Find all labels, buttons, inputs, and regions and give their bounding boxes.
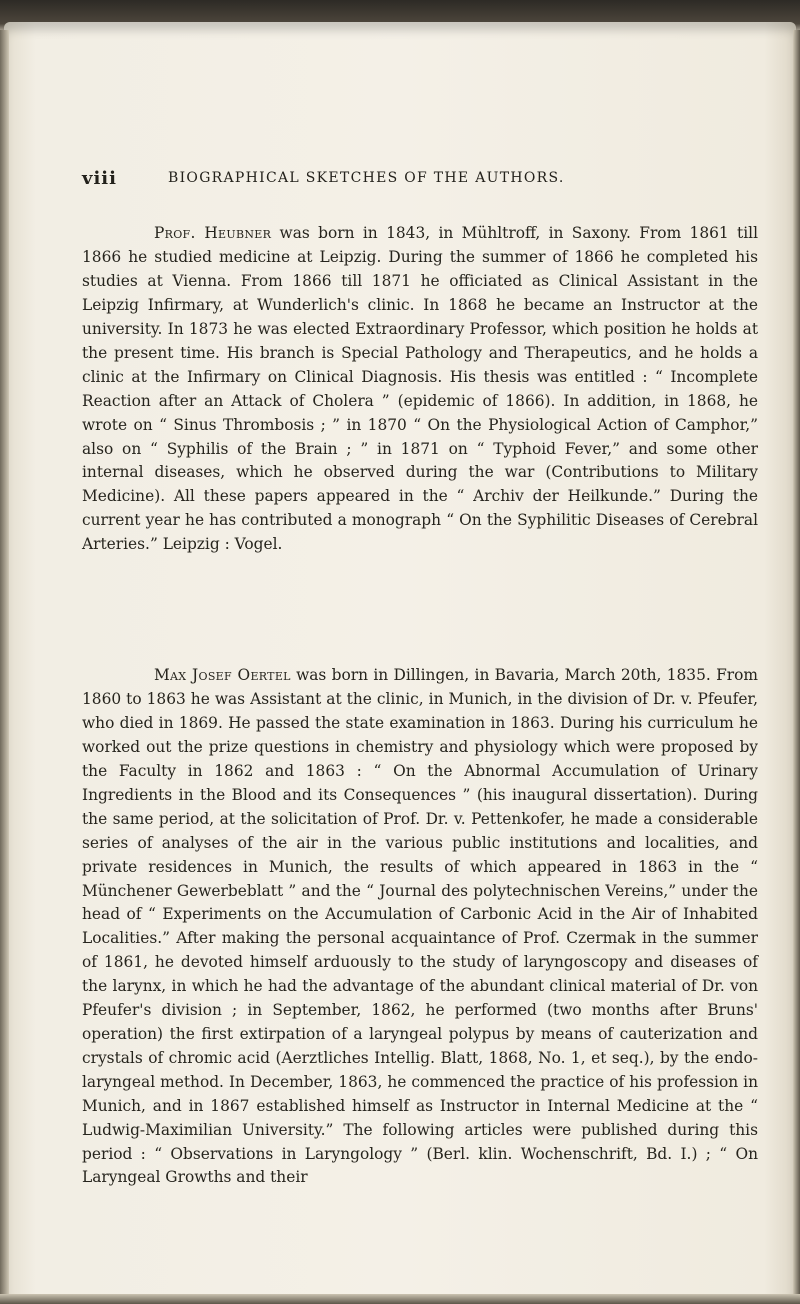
- running-title: BIOGRAPHICAL SKETCHES OF THE AUTHORS.: [168, 170, 565, 186]
- author-name: Max Josef Oertel: [154, 666, 291, 685]
- page-bottom-edge: [0, 1294, 800, 1304]
- page-left-edge: [0, 30, 9, 1304]
- running-header: [82, 170, 742, 194]
- page-right-edge: [793, 30, 800, 1304]
- page-number: viii: [82, 168, 117, 189]
- author-name: Prof. Heubner: [154, 224, 272, 243]
- biography-paragraph-oertel: [82, 664, 758, 1190]
- biography-paragraph-heubner: [82, 222, 758, 557]
- paragraph-text: was born in 1843, in Mühltroff, in Saxony. From 1861 till 1866 he studied medicine at Leipzig. During the summer of 1866 he completed his studies at Vienna. From 1866 till 1871 he officiated as Clinical Assistant in the Leipzig Infirmary, at Wunderlich's clinic. In 1868 he became an Instructor at the university. In 1873 he was elected Extraordinary Professor, which position he holds at the present time. His branch is Special Pathology and Therapeutics, and he holds a clinic at the Infirmary on Clinical Diagnosis. His thesis was entitled : “ Incomplete Reaction after an Attack of Cholera ” (epidemic of 1866). In addition, in 1868, he wrote on “ Sinus Thrombosis ; ” in 1870 “ On the Physiological Action of Camphor,” also on “ Syphilis of the Brain ; ” in 1871 on “ Typhoid Fever,” and some other internal diseases, which he observed during the war (Contributions to Military Medicine). All these papers appeared in the “ Archiv der Heilkunde.” During the current year he has contributed a monograph “ On the Syphilitic Diseases of Cerebral Arteries.” Leipzig : Vogel.: [82, 224, 758, 554]
- paragraph-text: was born in Dillingen, in Bavaria, March 20th, 1835. From 1860 to 1863 he was Assistant at the clinic, in Munich, in the division of Dr. v. Pfeufer, who died in 1869. He passed the state examination in 1863. During his curriculum he worked out the prize questions in chemistry and physiology which were proposed by the Faculty in 1862 and 1863 : “ On the Abnormal Accumulation of Urinary Ingredients in the Blood and its Consequences ” (his inaugural dissertation). During the same period, at the solicitation of Prof. Dr. v. Pettenkofer, he made a considerable series of analyses of the air in the various public institutions and localities, and private residences in Munich, the results of which appeared in 1863 in the “ Münchener Gewerbeblatt ” and the “ Journal des polytechnischen Vereins,” under the head of “ Experiments on the Accumulation of Carbonic Acid in the Air of Inhabited Localities.” After making the personal acquaintance of Prof. Czermak in the summer of 1861, he devoted himself arduously to the study of laryngoscopy and diseases of the larynx, in which he had the advantage of the abundant clinical material of Dr. von Pfeufer's division ; in September, 1862, he performed (two months after Bruns' operation) the first extirpation of a laryngeal polypus by means of cauterization and crystals of chromic acid (Aerztliches Intellig. Blatt, 1868, No. 1, et seq.), by the endo-laryngeal method. In December, 1863, he commenced the practice of his profession in Munich, and in 1867 established himself as Instructor in Internal Medicine at the “ Ludwig-Maximilian University.” The following articles were published during this period : “ Observations in Laryngology ” (Berl. klin. Wochenschrift, Bd. I.) ; “ On Laryngeal Growths and their: [82, 666, 758, 1187]
